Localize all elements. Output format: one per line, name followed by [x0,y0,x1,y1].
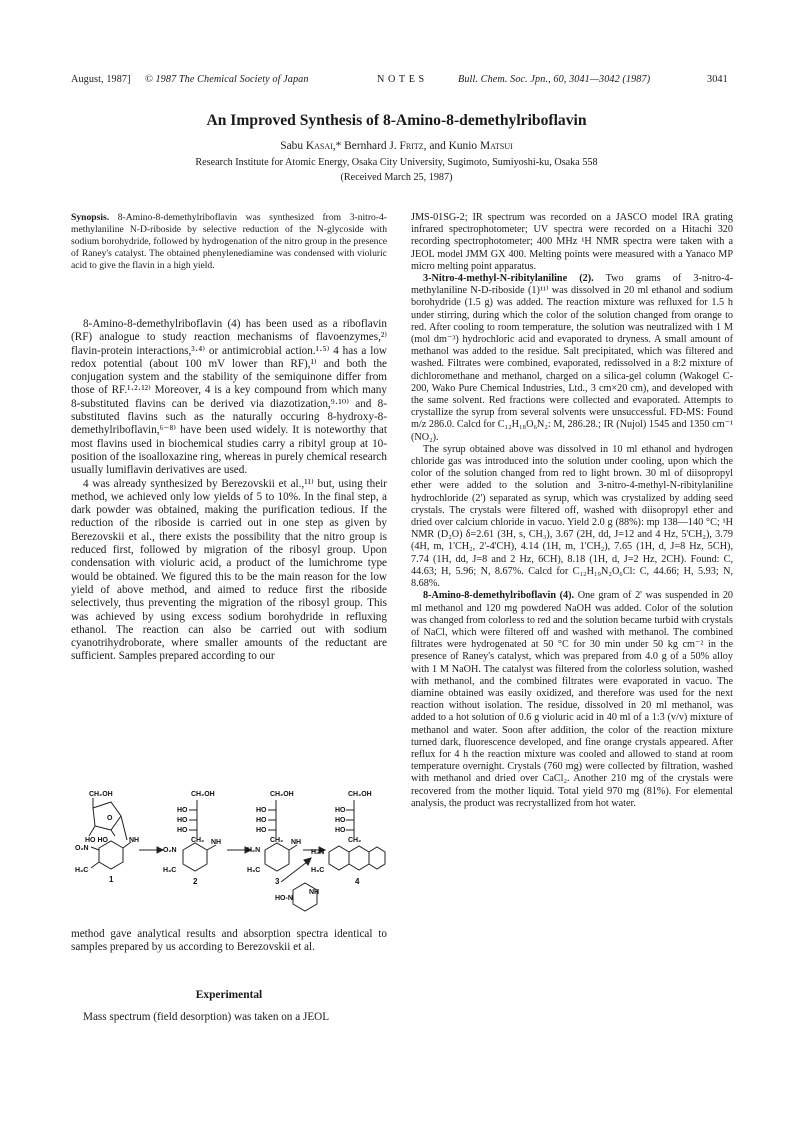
scheme-label: H₃C [247,867,261,874]
author-family-name: Matsui [479,140,513,152]
header-copyright: © 1987 The Chemical Society of Japan [145,74,309,85]
procedure-text: Two grams of 3-nitro-4-methylaniline N-D-riboside (1)¹¹⁾ was dissolved in 20 ml ethanol and sodium borohydride (1.5 g) was added. The reaction mixture was refluxed for 1.5 h under stirring, during which the color of the solution changed from orange to red. After cooling to room temperature, the solution was neutralized with 1 M (mol dm⁻³) hydrochloric acid and evaporated to dryness. A small amount of methanol was added to the residue. Salt precipitated, which was filtered and washed. Filtrates were combined, evaporated, redissolved in a 8:2 mixture of dichloromethane and methanol, charged on a silica-gel column (Wakogel C-200, Wako Pure Chemical Industries, Ltd., 3 cm×20 cm), and developed with the same solvent. Red fractions were collected and evaporated. Attempts to crystallize the syrup from several solvents were unsuccessful. FD-MS: Found m/z 286.0. Calcd for C₁₂H₁₈O₆N₂: M, 286.28.; IR (Nujol) 1545 and 1350 cm⁻¹ (NO₂). [411,273,733,443]
header-page-number: 3041 [707,74,728,85]
left-column [71,318,387,664]
scheme-label: CH₂OH [191,791,215,798]
scheme-label: O₂N [163,847,177,854]
scheme-label: H₃C [75,867,89,874]
scheme-label: NH [211,839,222,846]
procedure-heading: 3-Nitro-4-methyl-N-ribitylaniline (2). [423,273,594,285]
scheme-label: CH₂OH [89,791,113,798]
author-given-name: Sabu [280,140,306,152]
author-given-name: Kunio [448,140,480,152]
scheme-label: H₂N [311,849,325,856]
scheme-label: CH₂ [191,837,205,844]
procedure-heading: 8-Amino-8-demethylriboflavin (4). [423,590,575,602]
scheme-label: HO HO [85,837,108,844]
scheme-label: HO [256,817,267,824]
article-title: An Improved Synthesis of 8-Amino-8-demethylriboflavin [206,112,587,129]
compound-number: 1 [109,875,114,884]
body-paragraph: Mass spectrum (field desorption) was taken on a JEOL [83,1011,330,1023]
header-journal: Bull. Chem. Soc. Jpn., 60, 3041—3042 (1987) [458,74,651,85]
procedure-paragraph [411,590,733,810]
compound-number: 3 [275,877,280,886]
authors [0,140,793,152]
running-head [71,74,731,88]
scheme-label: HO [335,827,346,834]
author-family-name: Kasai [305,140,333,152]
left-column-continued [71,928,387,955]
scheme-label: H₂N [247,847,261,854]
scheme-label: CH₂ [270,837,284,844]
compound-number: 2 [193,877,198,886]
scheme-label: CH₂ [348,837,362,844]
scheme-label: HO [177,827,188,834]
scheme-label: HO-N [275,895,293,902]
scheme-label: H₃C [311,867,325,874]
section-heading-experimental: Experimental [195,989,263,1001]
body-paragraph: 4 was already synthesized by Berezovskii et al.,¹¹⁾ but, using their method, we achieved only low yields of 5 to 10%. In the final step, a dark powder was obtained, making the purification tedious. If the reduction of the riboside is carried out in one step as given by Berezovskii et al., there exists the possibility that the nitro group is reduced first, followed by migration of the ribosyl group. Upon condensation with violuric acid, a product of the lumichrome type would be obtained. We figured this to be the main reason for the low yield of above method, and aimed to reduce first the riboside selectively, thus preventing the migration of the ribosyl group. This was achieved by using excess sodium borohydride in refluxing ethanol. The reaction can also be carried out with sodium cyanotrihydroborate, where smaller amounts of the reductant are sufficient. Samples prepared according to our [71,477,387,663]
body-paragraph: The syrup obtained above was dissolved in 10 ml ethanol and hydrogen chloride gas was introduced into the solution under cooling, upon which the color of the solution changed from red to light brown. 30 ml of diisopropyl ether were added to the solution and 3-nitro-4-methyl-N-ribitylaniline hydrochloride (2') separated as syrup, which was crystalized by adding seed crystals. The crystals were filtered off, washed with diisopropyl ether and dried over calcium chloride in vacuo. Yield 2.0 g (88%): mp 138—140 °C; ¹H NMR (D₂O) δ=2.61 (3H, s, CH₃), 3.67 (2H, dd, J=12 and 4 Hz, 5'CH₂), 3.79 (4H, m, 1'CH₂, 2'-4'CH), 4.14 (1H, m, 1'CH₂), 7.65 (1H, d, J=8 Hz, 5CH), 7.74 (1H, dd, J=8 and 2 Hz, 6CH), 8.18 (1H, d, J=2 Hz, 2CH). Found: C, 44.63; H, 5.96; N, 8.67%. Calcd for C₁₂H₁₉N₂O₆Cl: C, 44.66; H, 5.93; N, 8.68%. [411,443,733,590]
reaction-scheme-drawing [71,790,389,920]
scheme-label: HO [335,817,346,824]
scheme-label: HO [256,807,267,814]
scheme-label: CH₂OH [270,791,294,798]
scheme-label: HO [335,807,346,814]
scheme-label: HO [177,807,188,814]
synopsis-label: Synopsis. [71,212,110,223]
reaction-scheme [71,790,389,920]
scheme-label: CH₂OH [348,791,372,798]
compound-number: 4 [355,877,360,886]
header-section: NOTES [377,74,428,85]
scheme-label: O [107,815,113,822]
procedure-text: One gram of 2' was suspended in 20 ml methanol and 120 mg powdered NaOH was added. Color of the solution was changed from colorless to red and the solution became turbid with crystals of NaCl, which were filtered off and washed with methanol. The combined filtrates were hydrogenated at 50 °C for 30 min under 50 kg cm⁻² in the presence of Raney's catalyst, which was prepared from 4.0 g of a 50% alloy with 1 M NaOH. The catalyst was filtered from the colorless solution, washed with methanol, and the combined filtrates were evaporated in vacuo. The diamine obtained was easily oxidized, and therefore was used for the next reaction without isolation. The residue, dissolved in 20 ml methanol, was added to a hot solution of 0.6 g violuric acid in 40 ml of a 1:3 (v/v) mixture of methanol and water. Soon after addition, the color of the reaction mixture turned dark, fluorescence developed, and fine orange crystals appeared. After reflux for 4 h the reaction mixture was cooled and allowed to stand at room temperature overnight. Crystals (760 mg) were collected by filtration, washed with methanol and dried over CaCl₂. Another 210 mg of the crystals were recovered from the mother liquid. Total yield 970 mg (81%). For elemental analysis, the product was recrystallized from hot water. [411,590,734,809]
procedure-paragraph [411,273,733,444]
author-joiner: , and [423,140,449,152]
scheme-label: HO [177,817,188,824]
scheme-label: HO [256,827,267,834]
scheme-label: H₃C [163,867,177,874]
synopsis [71,212,387,272]
corresponding-mark: ,* [332,140,345,152]
affiliation: Research Institute for Atomic Energy, Osaka City University, Sugimoto, Sumiyoshi-ku, Osaka 558 [195,157,598,168]
scheme-label: O₂N [75,845,89,852]
scheme-label: NH [129,837,140,844]
right-column [411,212,733,810]
body-paragraph: 8-Amino-8-demethylriboflavin (4) has been used as a riboflavin (RF) analogue to study reaction mechanisms of flavoenzymes,²⁾ flavin-protein interactions,³·⁴⁾ or antimicrobial action.¹·⁵⁾ 4 has a low redox potential (about 100 mV lower than RF),¹⁾ and both the conjugation system and the stability of the semiquinone differ from those of RF.¹·²·¹²⁾ Moreover, 4 is a key compound from which many 8-substituted flavins can be derived via diazotization,⁹·¹⁰⁾ and 8-substituted flavins such as the naturally occuring 8-hydroxy-8-demethylriboflavin,⁶⁻⁸⁾ have been used widely. It is noteworthy that most flavins used in biochemical studies carry a ribityl group at 10-position of the isoalloxazine ring, whereas in purely chemical research usually lumiflavin derivatives are used. [71,318,387,477]
synopsis-text: 8-Amino-8-demethylriboflavin was synthesized from 3-nitro-4-methylaniline N-D-riboside by selective reduction of the N-glycoside with sodium borohydride, followed by hydrogenation of the nitro group in the presence of Raney's catalyst. The obtained phenylenediamine was condensed with violuric acid to give the flavin in a high yield. [71,212,387,272]
author-family-name: Fritz [399,140,424,152]
scheme-label: NH [291,839,302,846]
body-paragraph: method gave analytical results and absorption spectra identical to samples prepared by us according to Berezovskii et al. [71,928,387,954]
received-date: (Received March 25, 1987) [340,172,453,183]
body-paragraph: JMS-01SG-2; IR spectrum was recorded on a JASCO model IRA grating infrared spectrophotometer; UV spectra were recorded on a Hitachi 320 recording spectrophotometer; 400 MHz ¹H NMR spectra were taken with a JEOL model JMM GX 400. Melting points were measured with a Yanaco MP micro melting point apparatus. [411,212,733,272]
scheme-label: NH [309,889,320,896]
header-date: August, 1987] [71,74,131,85]
author-given-name: Bernhard J. [344,140,400,152]
